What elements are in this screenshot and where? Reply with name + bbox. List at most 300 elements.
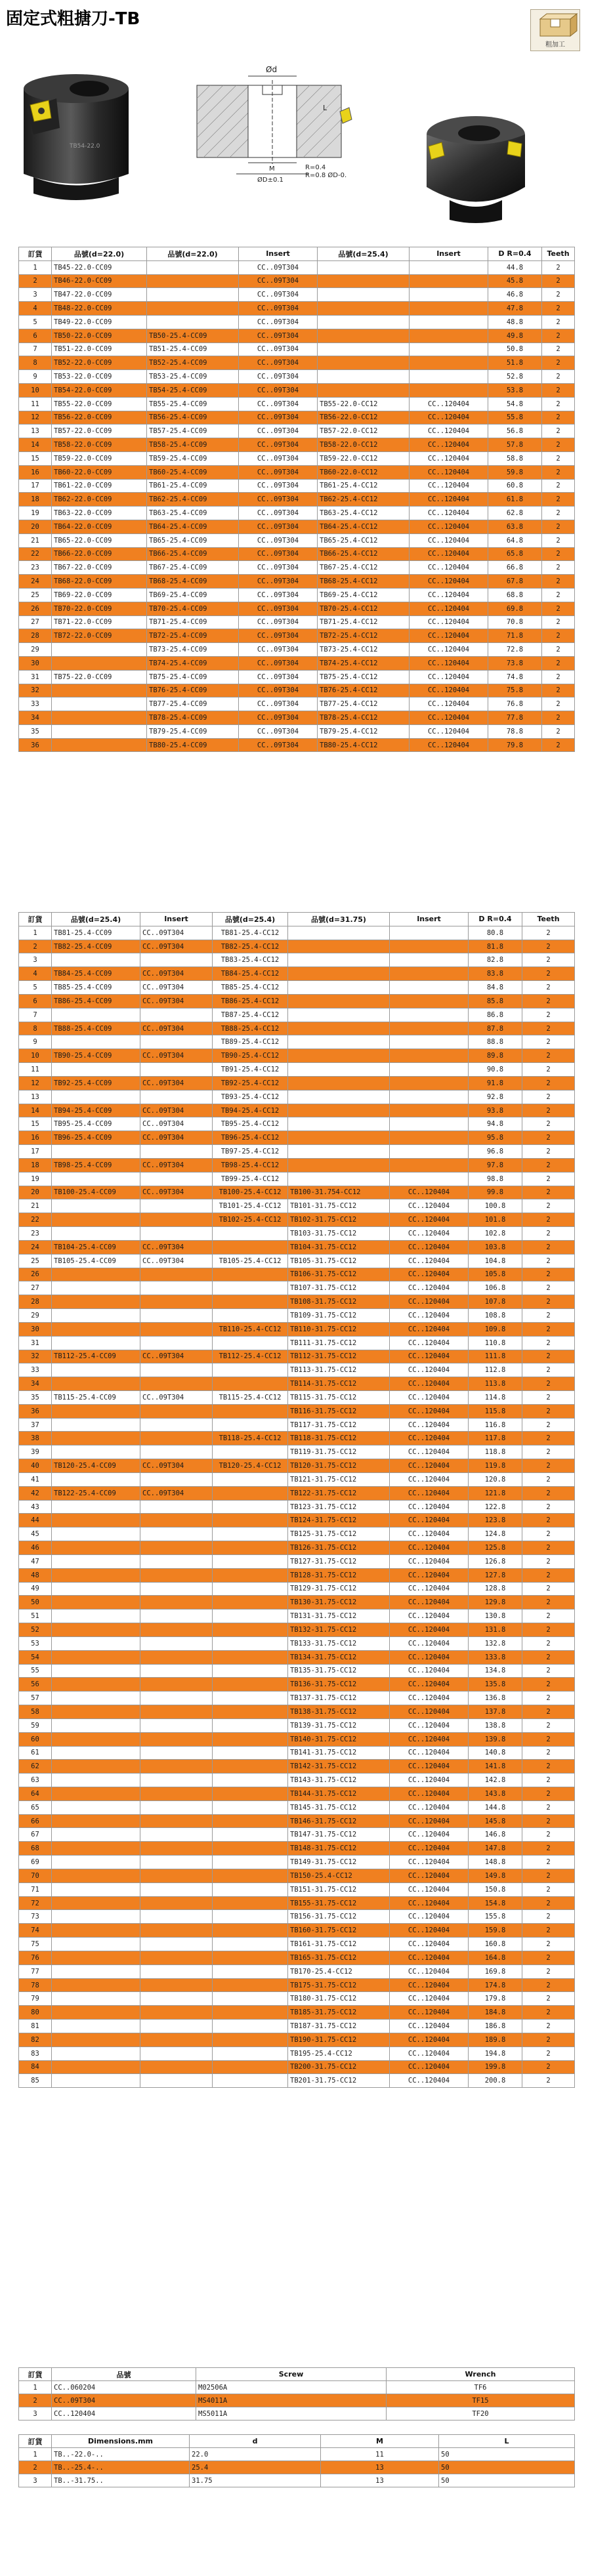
table-cell	[213, 1774, 288, 1787]
table-row	[19, 547, 575, 561]
table-cell	[140, 1938, 213, 1951]
table-cell: 13	[321, 2474, 439, 2487]
table-cell: CC..120404	[410, 493, 488, 507]
table-header-row	[19, 2368, 575, 2381]
table-cell: 2	[542, 274, 575, 288]
table-cell: CC..120404	[410, 438, 488, 452]
table-cell: TB121-31.75-CC12	[288, 1472, 390, 1486]
table-cell: 100.8	[469, 1199, 522, 1213]
table-cell: 2	[542, 465, 575, 479]
table-cell: 2	[522, 1022, 575, 1035]
table-cell	[390, 1090, 469, 1104]
table-cell: 33	[19, 1363, 52, 1377]
table-row	[19, 1596, 575, 1610]
table-cell: 2	[19, 2394, 52, 2407]
table-cell: TB175-31.75-CC12	[288, 1978, 390, 1992]
table-cell	[288, 1076, 390, 1090]
table-cell	[140, 1732, 213, 1746]
table-cell	[140, 1760, 213, 1774]
table-cell: 20	[19, 1186, 52, 1199]
table-row	[19, 1158, 575, 1172]
table-cell: TB82-25.4-CC09	[52, 940, 140, 953]
table-cell: TB69-22.0-CC09	[52, 588, 147, 602]
table-cell: TB58-25.4-CC09	[147, 438, 239, 452]
table-cell: 32	[19, 1350, 52, 1363]
table-row	[19, 711, 575, 725]
column-header: 品號(d=22.0)	[147, 247, 239, 261]
table-cell: 2	[542, 370, 575, 384]
table-cell	[288, 1063, 390, 1077]
table-cell	[318, 329, 410, 343]
table-cell: CC..120404	[390, 1964, 469, 1978]
table-cell	[52, 1090, 140, 1104]
table-cell	[140, 1295, 213, 1309]
table-cell: 2	[542, 383, 575, 397]
table-cell: 52.8	[488, 370, 542, 384]
table-cell: CC..120404	[390, 1445, 469, 1459]
table-cell: TB128-31.75-CC12	[288, 1568, 390, 1582]
table-cell	[52, 1514, 140, 1527]
column-header: 訂貨	[19, 2435, 52, 2448]
table-cell: TB64-25.4-CC09	[147, 520, 239, 533]
table-cell: 2	[542, 356, 575, 370]
table-cell: CC..060204	[52, 2381, 196, 2394]
table-cell: TB54-25.4-CC09	[147, 383, 239, 397]
table-cell: TB69-25.4-CC09	[147, 588, 239, 602]
table-cell: TB115-25.4-CC12	[213, 1390, 288, 1404]
table-cell: TB101-25.4-CC12	[213, 1199, 288, 1213]
table-row	[19, 629, 575, 643]
table-cell	[213, 1309, 288, 1323]
table-cell	[140, 1582, 213, 1596]
table-cell	[140, 1636, 213, 1650]
table-cell: 142.8	[469, 1774, 522, 1787]
table-cell	[52, 1842, 140, 1856]
table-cell: 13	[19, 425, 52, 438]
table-cell: CC..120404	[390, 1951, 469, 1964]
table-cell: CC..09T304	[239, 520, 318, 533]
table-cell	[288, 1172, 390, 1186]
table-cell: 111.8	[469, 1350, 522, 1363]
table-cell: 2	[522, 1610, 575, 1623]
table-cell: 2	[522, 1664, 575, 1678]
table-cell: 67	[19, 1828, 52, 1842]
table-cell: 51.8	[488, 356, 542, 370]
table-row	[19, 1281, 575, 1295]
column-header: 品號(d=25.4)	[52, 913, 140, 926]
table-cell: 127.8	[469, 1568, 522, 1582]
table-cell	[288, 940, 390, 953]
table-row	[19, 1924, 575, 1938]
table-cell: CC..120404	[410, 520, 488, 533]
table-cell	[390, 1172, 469, 1186]
table-cell: 56.8	[488, 425, 542, 438]
table-cell	[318, 288, 410, 302]
table-cell	[52, 2046, 140, 2060]
table-cell: 82	[19, 2033, 52, 2046]
table-cell: TB122-25.4-CC09	[52, 1486, 140, 1500]
table-row	[19, 1309, 575, 1323]
table-cell: 22.0	[190, 2448, 321, 2461]
table-cell	[390, 926, 469, 940]
table-cell: TB47-22.0-CC09	[52, 288, 147, 302]
table-cell: 47.8	[488, 302, 542, 316]
table-cell: 8	[19, 356, 52, 370]
table-cell: 2	[522, 1213, 575, 1227]
table-cell: 2	[522, 1390, 575, 1404]
table-cell: TB113-31.75-CC12	[288, 1363, 390, 1377]
table-cell	[288, 1035, 390, 1049]
table-cell	[213, 1240, 288, 1254]
table-cell: 9	[19, 1035, 52, 1049]
table-cell: 13	[321, 2461, 439, 2474]
table-cell: TB59-25.4-CC09	[147, 451, 239, 465]
table-cell: TB66-25.4-CC09	[147, 547, 239, 561]
table-row	[19, 656, 575, 670]
insert-accessory-table	[18, 2367, 575, 2420]
table-cell	[213, 1227, 288, 1241]
table-cell: TB127-31.75-CC12	[288, 1554, 390, 1568]
table-cell: CC..09T304	[239, 697, 318, 711]
table-cell	[213, 1787, 288, 1801]
table-cell: TF20	[387, 2407, 575, 2420]
table-cell: 2	[522, 1404, 575, 1418]
table-cell: 18	[19, 493, 52, 507]
table-cell: 2	[542, 451, 575, 465]
table-cell	[318, 274, 410, 288]
table-cell: 11	[19, 397, 52, 411]
table-cell: 37	[19, 1418, 52, 1432]
table-cell	[140, 1227, 213, 1241]
table-row	[19, 2461, 575, 2474]
table-cell: CC..120404	[390, 1568, 469, 1582]
table-cell: TB147-31.75-CC12	[288, 1828, 390, 1842]
table-cell	[213, 1992, 288, 2006]
table-cell: TB201-31.75-CC12	[288, 2074, 390, 2088]
table-cell: CC..120404	[410, 724, 488, 738]
table-cell: TB136-31.75-CC12	[288, 1678, 390, 1692]
table-row	[19, 2074, 575, 2088]
table-cell: 112.8	[469, 1363, 522, 1377]
table-cell: CC..09T304	[239, 425, 318, 438]
table-cell: CC..120404	[390, 1978, 469, 1992]
table-cell: 104.8	[469, 1254, 522, 1268]
table-cell: TB87-25.4-CC12	[213, 1008, 288, 1022]
table-cell: 2	[522, 1008, 575, 1022]
dim-D-label: ØD±0.1	[257, 177, 284, 184]
table-cell: TB..-22.0-..	[52, 2448, 190, 2461]
column-header: Insert	[140, 913, 213, 926]
table-cell	[52, 1800, 140, 1814]
table-cell: CC..09T304	[239, 451, 318, 465]
table-cell: 83.8	[469, 967, 522, 981]
table-cell: 1	[19, 2448, 52, 2461]
table-cell	[318, 315, 410, 329]
table-cell: CC..120404	[390, 1869, 469, 1882]
table-cell: TB55-22.0-CC09	[52, 397, 147, 411]
table-cell: TB63-25.4-CC12	[318, 507, 410, 520]
table-cell: 20	[19, 520, 52, 533]
table-cell: 2	[522, 1514, 575, 1527]
table-cell: 2	[522, 2046, 575, 2060]
table-cell: 2	[542, 738, 575, 752]
table-cell: 22	[19, 1213, 52, 1227]
table-cell: 43	[19, 1500, 52, 1514]
table-cell: 2	[522, 994, 575, 1008]
table-cell	[140, 1445, 213, 1459]
table-cell	[213, 1705, 288, 1719]
table-cell: TB55-25.4-CC09	[147, 397, 239, 411]
column-header: Teeth	[522, 913, 575, 926]
table-cell: TB75-25.4-CC12	[318, 670, 410, 684]
table-cell: 132.8	[469, 1636, 522, 1650]
table-cell	[213, 1541, 288, 1555]
table-cell: 2	[522, 1418, 575, 1432]
table-cell: 54.8	[488, 397, 542, 411]
table-cell: 30	[19, 1322, 52, 1336]
table-row	[19, 1541, 575, 1555]
table-cell	[390, 940, 469, 953]
table-row	[19, 533, 575, 547]
table-cell: 70.8	[488, 615, 542, 629]
table-cell: TB151-31.75-CC12	[288, 1882, 390, 1896]
table-cell: 147.8	[469, 1842, 522, 1856]
table-cell: CC..09T304	[239, 656, 318, 670]
table-row	[19, 1404, 575, 1418]
table-cell	[213, 1527, 288, 1541]
table-cell	[213, 1514, 288, 1527]
table-row	[19, 1964, 575, 1978]
table-cell: 15	[19, 451, 52, 465]
table-cell	[140, 1828, 213, 1842]
table-cell: TB58-22.0-CC12	[318, 438, 410, 452]
table-cell	[140, 2020, 213, 2033]
table-row	[19, 1856, 575, 1869]
table-cell: CC..120404	[390, 1787, 469, 1801]
table-cell: CC..120404	[410, 615, 488, 629]
table-cell: CC..120404	[390, 1404, 469, 1418]
table-cell	[213, 2006, 288, 2020]
table-cell: TB65-25.4-CC12	[318, 533, 410, 547]
table-cell: 2	[522, 1582, 575, 1596]
table-row	[19, 1063, 575, 1077]
table-row	[19, 1350, 575, 1363]
table-cell: 45.8	[488, 274, 542, 288]
table-cell: 8	[19, 1022, 52, 1035]
table-cell: TB68-22.0-CC09	[52, 575, 147, 589]
table-cell: 87.8	[469, 1022, 522, 1035]
table-cell	[390, 1145, 469, 1159]
table-cell: TB72-25.4-CC09	[147, 629, 239, 643]
table-cell: CC..09T304	[239, 738, 318, 752]
column-header: 品號(d=31.75)	[288, 913, 390, 926]
table-cell	[390, 1158, 469, 1172]
table-cell	[213, 1924, 288, 1938]
table-cell: CC..09T304	[140, 994, 213, 1008]
table-cell: 2	[522, 1541, 575, 1555]
table-cell: CC..09T304	[239, 533, 318, 547]
table-row	[19, 643, 575, 657]
column-header: d	[190, 2435, 321, 2448]
table-row	[19, 1636, 575, 1650]
column-header: Insert	[390, 913, 469, 926]
table-cell: TB48-22.0-CC09	[52, 302, 147, 316]
table-cell: CC..120404	[410, 602, 488, 615]
table-cell: M02506A	[196, 2381, 387, 2394]
table-cell: TB129-31.75-CC12	[288, 1582, 390, 1596]
table-cell: 10	[19, 1049, 52, 1063]
table-cell: 2	[522, 1678, 575, 1692]
table-cell: TB123-31.75-CC12	[288, 1500, 390, 1514]
table-cell: TF6	[387, 2381, 575, 2394]
table-cell: 47	[19, 1554, 52, 1568]
table-cell: CC..09T304	[140, 940, 213, 953]
table-cell	[390, 994, 469, 1008]
table-cell	[140, 1090, 213, 1104]
table-cell: CC..120404	[390, 2060, 469, 2074]
table-row	[19, 1664, 575, 1678]
table-cell: CC..120404	[410, 643, 488, 657]
table-cell: CC..09T304	[239, 411, 318, 425]
table-cell: 135.8	[469, 1678, 522, 1692]
table-cell: CC..09T304	[239, 670, 318, 684]
table-cell: 2	[522, 1117, 575, 1131]
table-cell: TB67-25.4-CC09	[147, 561, 239, 575]
table-row	[19, 926, 575, 940]
table-cell: TB78-25.4-CC09	[147, 711, 239, 725]
table-cell	[140, 1145, 213, 1159]
table-cell	[52, 1814, 140, 1828]
table-cell: 46.8	[488, 288, 542, 302]
table-cell: 72	[19, 1896, 52, 1910]
table-cell	[147, 315, 239, 329]
table-cell	[410, 329, 488, 343]
table-cell: 49.8	[488, 329, 542, 343]
table-cell: 91.8	[469, 1076, 522, 1090]
table-cell: 2	[522, 1992, 575, 2006]
table-cell: TB77-25.4-CC12	[318, 697, 410, 711]
table-cell: CC..09T304	[140, 1076, 213, 1090]
table-cell	[52, 2033, 140, 2046]
table-cell: 7	[19, 343, 52, 356]
table-cell: TB132-31.75-CC12	[288, 1623, 390, 1637]
table-cell: TB86-25.4-CC12	[213, 994, 288, 1008]
table-cell	[140, 1363, 213, 1377]
table-cell	[213, 1636, 288, 1650]
table-cell: 71.8	[488, 629, 542, 643]
table-cell	[213, 1377, 288, 1391]
table-cell	[213, 2074, 288, 2088]
table-cell	[140, 2074, 213, 2088]
table-cell: 89.8	[469, 1049, 522, 1063]
table-cell: 64	[19, 1787, 52, 1801]
table-cell	[140, 1035, 213, 1049]
column-header: L	[439, 2435, 575, 2448]
table-cell	[140, 1554, 213, 1568]
table-cell: CC..09T304	[140, 1104, 213, 1117]
table-cell	[52, 1035, 140, 1049]
table-cell: TB71-25.4-CC12	[318, 615, 410, 629]
table-cell: 66	[19, 1814, 52, 1828]
table-cell: CC..120404	[410, 738, 488, 752]
table-cell: CC..09T304	[239, 343, 318, 356]
table-cell: 2	[522, 1882, 575, 1896]
table-cell: TB126-31.75-CC12	[288, 1541, 390, 1555]
table-cell	[52, 1418, 140, 1432]
table-cell: TB70-25.4-CC09	[147, 602, 239, 615]
table-cell: CC..120404	[390, 1363, 469, 1377]
column-header: 品號	[52, 2368, 196, 2381]
table-cell: TB105-25.4-CC09	[52, 1254, 140, 1268]
column-header: Wrench	[387, 2368, 575, 2381]
table-cell: 24	[19, 575, 52, 589]
table-cell: TB70-25.4-CC12	[318, 602, 410, 615]
table-row	[19, 1445, 575, 1459]
table-row	[19, 451, 575, 465]
table-cell: TB72-22.0-CC09	[52, 629, 147, 643]
table-row	[19, 1678, 575, 1692]
table-cell: TB76-25.4-CC12	[318, 684, 410, 697]
table-cell: 2	[522, 1705, 575, 1719]
table-cell: 59	[19, 1718, 52, 1732]
table-row	[19, 1049, 575, 1063]
table-cell: CC..120404	[390, 1295, 469, 1309]
table-cell: 2	[522, 1350, 575, 1363]
table-cell	[52, 1938, 140, 1951]
table-cell: 38	[19, 1432, 52, 1445]
table-row	[19, 2060, 575, 2074]
table-cell: 140.8	[469, 1746, 522, 1760]
table-cell	[52, 1678, 140, 1692]
table-cell: CC..120404	[390, 1432, 469, 1445]
table-cell	[140, 1623, 213, 1637]
table-cell: TB108-31.75-CC12	[288, 1295, 390, 1309]
table-cell: CC..120404	[390, 1514, 469, 1527]
table-cell: CC..120404	[390, 1227, 469, 1241]
table-cell: 53.8	[488, 383, 542, 397]
table-cell	[213, 1404, 288, 1418]
table-cell: CC..120404	[390, 1650, 469, 1664]
table-cell: CC..120404	[390, 1281, 469, 1295]
table-row	[19, 1363, 575, 1377]
table-cell: CC..09T304	[239, 479, 318, 493]
table-cell: 7	[19, 1008, 52, 1022]
table-cell: 107.8	[469, 1295, 522, 1309]
column-header: 品號(d=25.4)	[318, 247, 410, 261]
table-cell: 2	[542, 315, 575, 329]
table-cell	[52, 1500, 140, 1514]
table-cell: CC..09T304	[239, 684, 318, 697]
table-row	[19, 2020, 575, 2033]
table-cell	[52, 1541, 140, 1555]
table-row	[19, 1718, 575, 1732]
table-cell: CC..120404	[390, 1938, 469, 1951]
table-cell: 94.8	[469, 1117, 522, 1131]
table-cell	[140, 1774, 213, 1787]
table-cell: 68.8	[488, 588, 542, 602]
table-cell: TB96-25.4-CC12	[213, 1131, 288, 1145]
table-cell	[140, 2060, 213, 2074]
table-cell: 200.8	[469, 2074, 522, 2088]
table-cell	[213, 1650, 288, 1664]
table-cell: 11	[19, 1063, 52, 1077]
table-cell	[140, 1377, 213, 1391]
table-row	[19, 1800, 575, 1814]
table-cell: TF15	[387, 2394, 575, 2407]
table-cell: CC..120404	[390, 1610, 469, 1623]
badge-label: 粗加工	[545, 41, 565, 49]
table-cell: 2	[522, 1978, 575, 1992]
